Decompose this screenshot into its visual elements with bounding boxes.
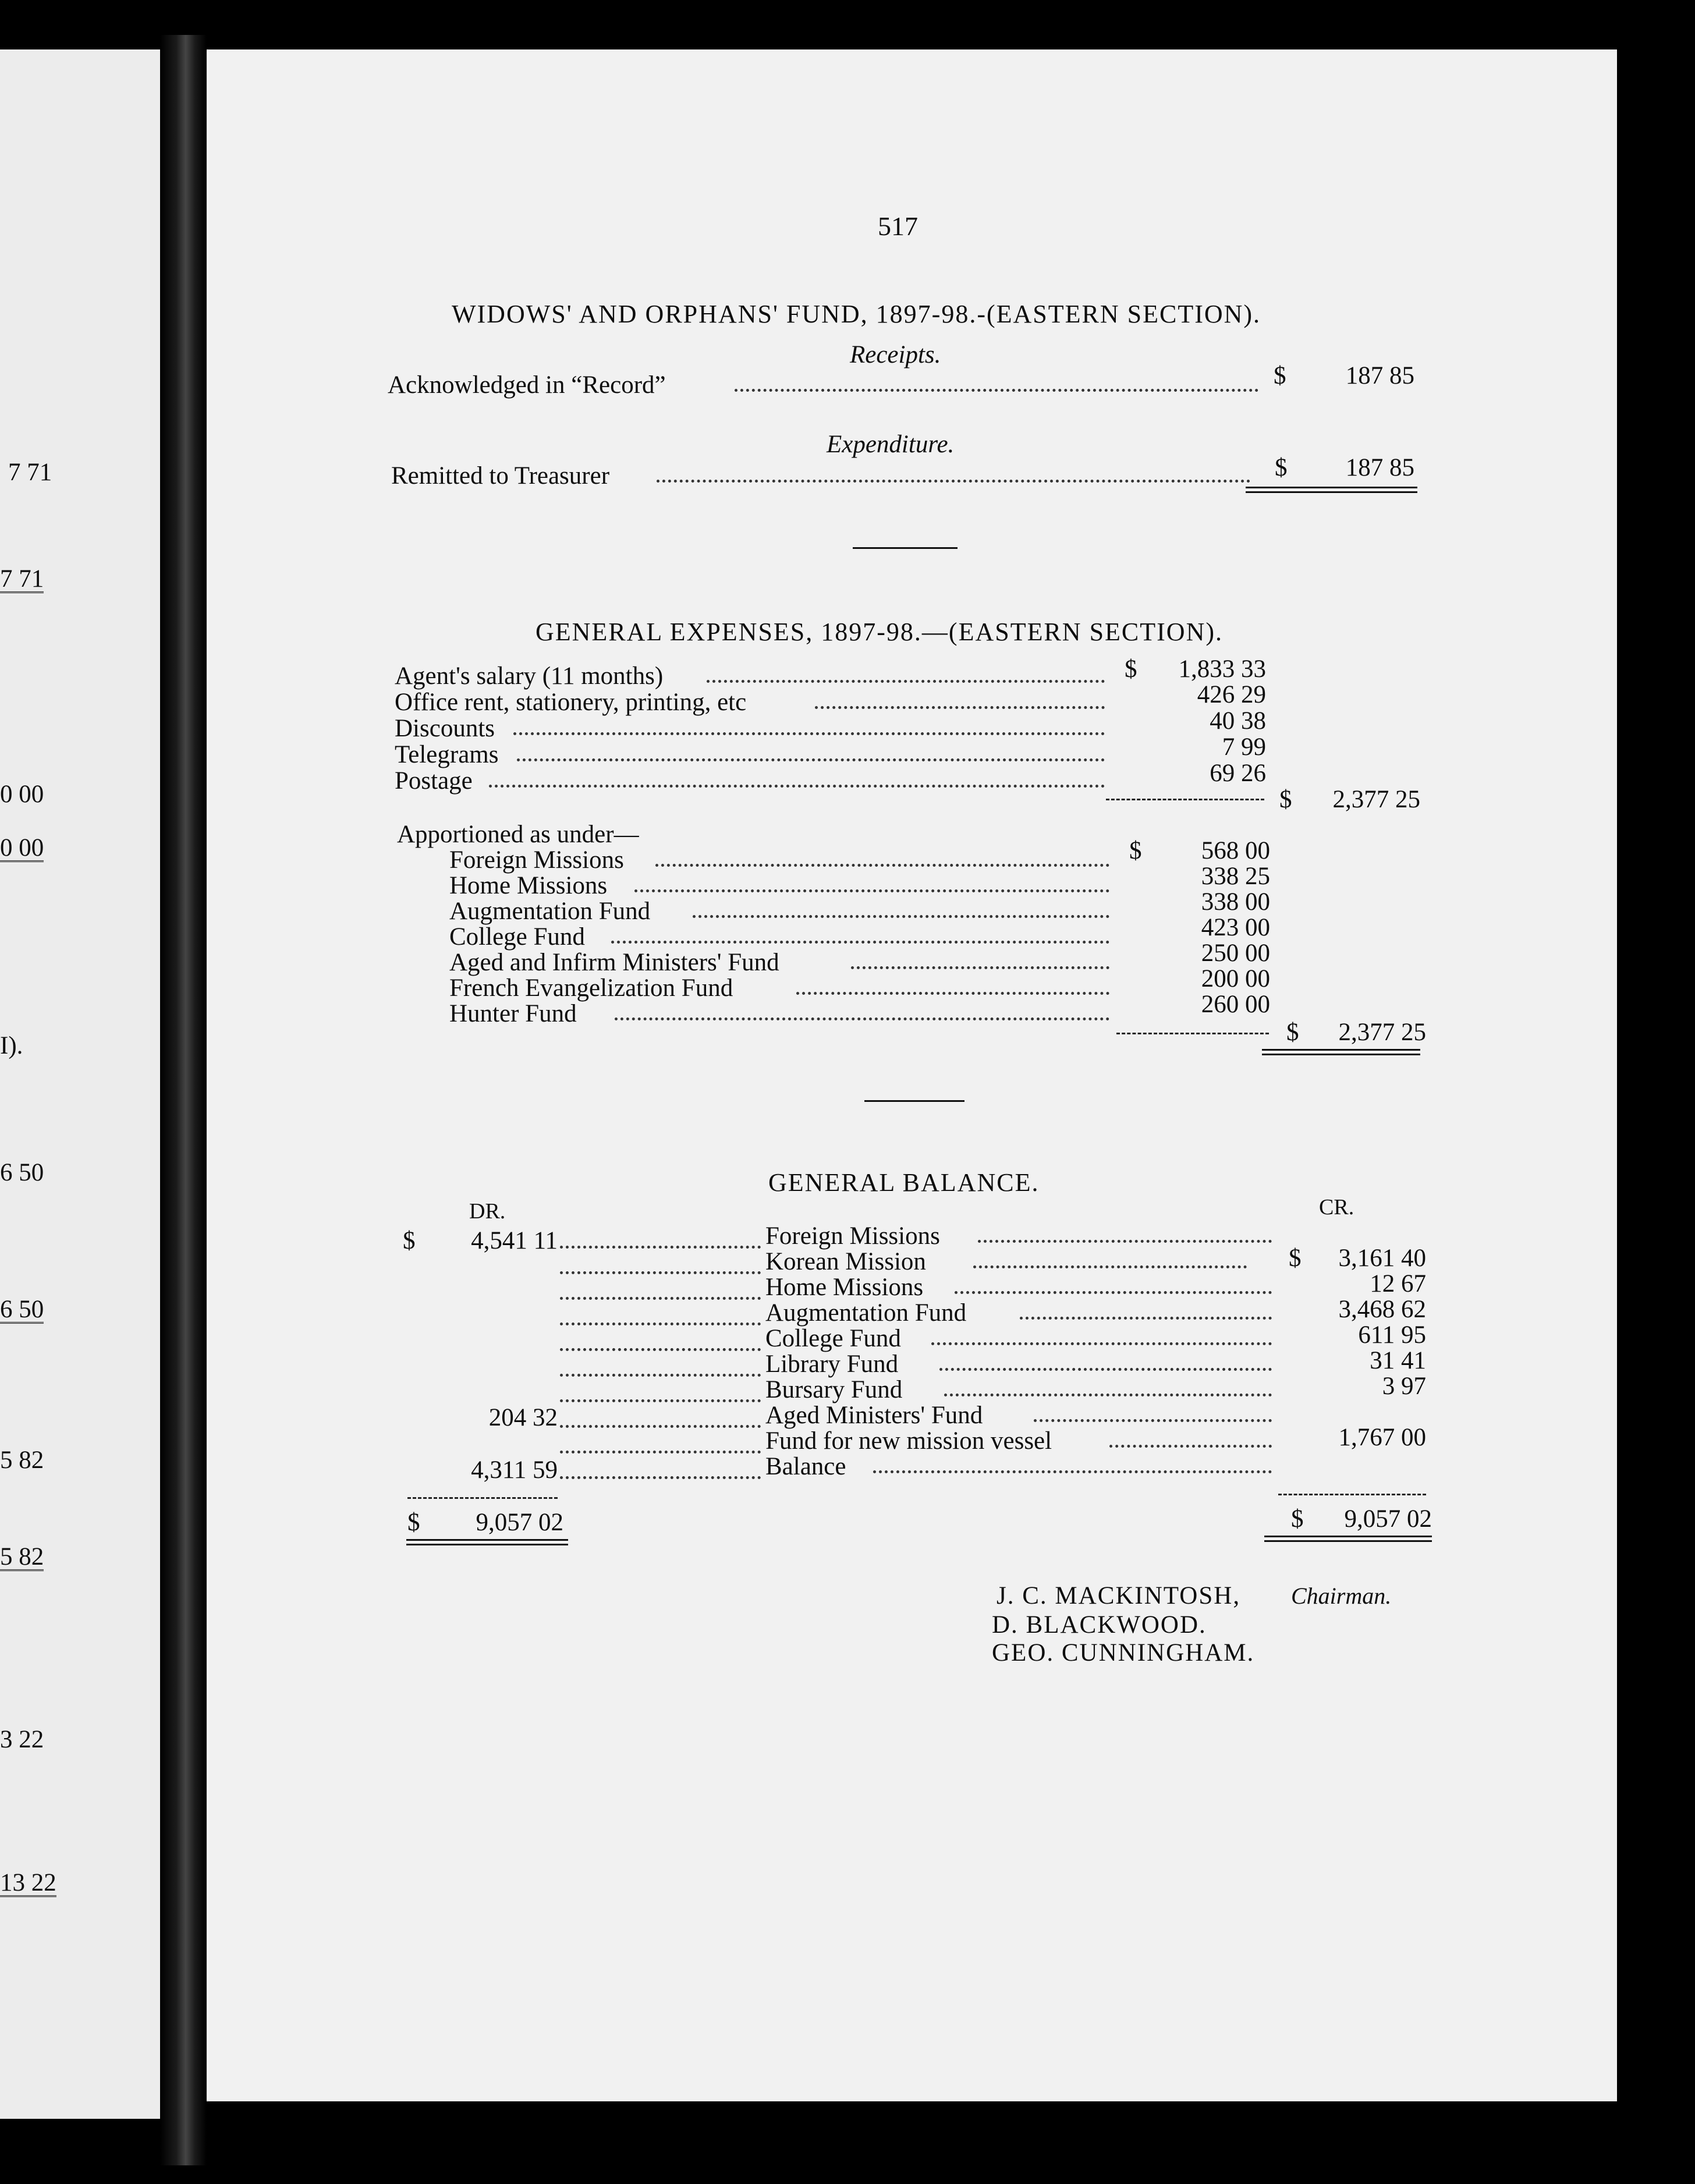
leader-dots xyxy=(560,1374,761,1377)
left-fragment: 5 82 xyxy=(0,1446,44,1474)
leader-dots xyxy=(560,1246,761,1249)
expense-amount: 40 38 xyxy=(1210,707,1266,735)
expenditure-heading: Expenditure. xyxy=(827,431,955,458)
left-facing-page xyxy=(0,49,161,2119)
leader-dots xyxy=(517,758,1105,761)
cr-amount: 31 41 xyxy=(1370,1347,1426,1374)
apportioned-label: College Fund xyxy=(449,923,585,951)
left-fragment: 6 50 xyxy=(0,1159,44,1186)
double-underline xyxy=(1264,1536,1432,1542)
signature-title: Chairman. xyxy=(1291,1583,1392,1609)
double-underline xyxy=(1246,487,1417,493)
cr-amount: 611 95 xyxy=(1358,1321,1426,1349)
leader-dots xyxy=(955,1291,1272,1294)
apportioned-label: Aged and Infirm Ministers' Fund xyxy=(449,949,779,976)
dr-total: 9,057 02 xyxy=(476,1509,563,1536)
subtotal-rule xyxy=(1116,1033,1269,1034)
leader-dots xyxy=(560,1451,761,1453)
widows-fund-title: WIDOWS' AND ORPHANS' FUND, 1897-98.-(EASTERN SECTION). xyxy=(452,300,1261,328)
balance-label: Bursary Fund xyxy=(765,1376,903,1403)
expense-label: Postage xyxy=(395,767,473,795)
apportioned-total-currency: $ xyxy=(1286,1019,1299,1046)
cr-heading: CR. xyxy=(1319,1195,1354,1219)
expense-label: Discounts xyxy=(395,715,495,742)
balance-label: Balance xyxy=(765,1453,846,1480)
expenditure-amount: 187 85 xyxy=(1345,454,1414,481)
general-balance-title: GENERAL BALANCE. xyxy=(768,1168,1040,1197)
left-fragment: 0 00 xyxy=(0,834,44,861)
general-expenses-title: GENERAL EXPENSES, 1897-98.—(EASTERN SECTION). xyxy=(536,618,1223,646)
leader-dots xyxy=(796,992,1109,995)
leader-dots xyxy=(560,1323,761,1325)
expense-amount: 69 26 xyxy=(1210,760,1266,787)
leader-dots xyxy=(615,1017,1109,1020)
cr-total-currency: $ xyxy=(1291,1505,1304,1533)
balance-label: Aged Ministers' Fund xyxy=(765,1402,983,1429)
signature-name: GEO. CUNNINGHAM. xyxy=(992,1639,1255,1667)
dr-heading: DR. xyxy=(469,1199,506,1224)
dr-total-currency: $ xyxy=(407,1509,420,1536)
dr-amount: 204 32 xyxy=(488,1404,558,1431)
apportioned-label: Hunter Fund xyxy=(449,1000,577,1027)
total-rule xyxy=(1278,1494,1426,1495)
apportioned-label: Augmentation Fund xyxy=(449,898,651,925)
apportioned-label: Home Missions xyxy=(449,872,608,899)
left-fragment: 6 50 xyxy=(0,1296,44,1323)
leader-dots xyxy=(944,1394,1272,1396)
leader-dots xyxy=(873,1470,1272,1473)
apportioned-amount: 260 00 xyxy=(1201,991,1270,1018)
leader-dots xyxy=(560,1425,761,1428)
expense-label: Agent's salary (11 months) xyxy=(395,662,664,690)
expenditure-currency: $ xyxy=(1275,454,1288,481)
leader-dots xyxy=(489,785,1105,788)
apportioned-amount: 423 00 xyxy=(1201,914,1270,941)
leader-dots xyxy=(815,706,1105,709)
leader-dots xyxy=(560,1297,761,1300)
expense-amount: 1,833 33 xyxy=(1178,655,1266,683)
expenditure-label: Remitted to Treasurer xyxy=(391,462,610,490)
left-fragment: 7 71 xyxy=(8,459,52,486)
apportioned-total: 2,377 25 xyxy=(1338,1019,1426,1046)
leader-dots xyxy=(973,1265,1247,1268)
leader-dots xyxy=(513,732,1105,735)
apportioned-currency: $ xyxy=(1129,837,1142,864)
expense-amount: 426 29 xyxy=(1197,681,1266,708)
leader-dots xyxy=(1034,1419,1272,1422)
expense-total-currency: $ xyxy=(1279,786,1292,813)
apportioned-heading: Apportioned as under— xyxy=(397,821,639,848)
balance-label: Korean Mission xyxy=(765,1248,926,1275)
balance-label: Fund for new mission vessel xyxy=(765,1427,1052,1455)
leader-dots xyxy=(707,680,1105,683)
leader-dots xyxy=(978,1240,1272,1243)
expense-total: 2,377 25 xyxy=(1332,786,1420,813)
leader-dots xyxy=(939,1368,1272,1371)
left-fragment: 0 00 xyxy=(0,781,44,808)
expense-amount: 7 99 xyxy=(1222,733,1266,761)
left-fragment: 5 82 xyxy=(0,1543,44,1570)
left-fragment: 7 71 xyxy=(0,565,44,593)
section-divider xyxy=(853,547,958,549)
cr-total: 9,057 02 xyxy=(1344,1505,1432,1533)
apportioned-amount: 250 00 xyxy=(1201,939,1270,967)
double-underline xyxy=(406,1539,568,1545)
leader-dots xyxy=(634,889,1109,892)
book-gutter xyxy=(160,35,207,2165)
apportioned-amount: 568 00 xyxy=(1201,837,1270,864)
leader-dots xyxy=(931,1342,1272,1345)
leader-dots xyxy=(655,864,1109,867)
leader-dots xyxy=(560,1399,761,1402)
receipt-amount: 187 85 xyxy=(1345,362,1414,389)
balance-label: Foreign Missions xyxy=(765,1222,940,1250)
signature-name: D. BLACKWOOD. xyxy=(992,1611,1207,1639)
subtotal-rule xyxy=(1106,799,1264,800)
cr-amount: 3 97 xyxy=(1382,1373,1426,1400)
apportioned-amount: 338 00 xyxy=(1201,888,1270,916)
left-fragment: 3 22 xyxy=(0,1726,44,1753)
cr-amount: 1,767 00 xyxy=(1338,1424,1426,1451)
balance-label: Home Missions xyxy=(765,1274,924,1301)
leader-dots xyxy=(560,1271,761,1274)
balance-label: College Fund xyxy=(765,1325,901,1352)
expense-label: Office rent, stationery, printing, etc xyxy=(395,689,747,716)
balance-label: Library Fund xyxy=(765,1350,899,1378)
dr-currency: $ xyxy=(403,1227,416,1254)
receipt-currency: $ xyxy=(1274,362,1286,389)
leader-dots xyxy=(560,1476,761,1479)
left-fragment: 13 22 xyxy=(0,1869,56,1896)
dr-amount: 4,541 11 xyxy=(471,1227,558,1254)
leader-dots xyxy=(657,480,1250,483)
cr-amount: 3,468 62 xyxy=(1338,1296,1426,1323)
cr-currency: $ xyxy=(1289,1245,1302,1272)
receipt-label: Acknowledged in “Record” xyxy=(388,371,666,399)
leader-dots xyxy=(560,1348,761,1351)
double-underline xyxy=(1262,1049,1420,1055)
leader-dots xyxy=(1020,1317,1272,1320)
apportioned-amount: 200 00 xyxy=(1201,965,1270,992)
signature-name: J. C. MACKINTOSH, xyxy=(997,1582,1241,1609)
leader-dots xyxy=(693,915,1109,918)
leader-dots xyxy=(1109,1445,1272,1448)
apportioned-amount: 338 25 xyxy=(1201,863,1270,890)
leader-dots xyxy=(735,389,1258,392)
receipts-heading: Receipts. xyxy=(850,341,941,368)
balance-label: Augmentation Fund xyxy=(765,1299,967,1327)
left-fragment: I). xyxy=(0,1032,23,1059)
cr-amount: 12 67 xyxy=(1370,1270,1426,1297)
apportioned-label: French Evangelization Fund xyxy=(449,974,733,1002)
cr-amount: 3,161 40 xyxy=(1338,1245,1426,1272)
leader-dots xyxy=(851,966,1109,969)
section-divider xyxy=(864,1100,964,1102)
dr-amount: 4,311 59 xyxy=(471,1456,558,1484)
expense-label: Telegrams xyxy=(395,741,499,768)
leader-dots xyxy=(611,941,1109,944)
total-rule xyxy=(407,1497,558,1499)
apportioned-label: Foreign Missions xyxy=(449,846,624,874)
page-number: 517 xyxy=(878,211,918,241)
expense-currency: $ xyxy=(1125,655,1137,683)
